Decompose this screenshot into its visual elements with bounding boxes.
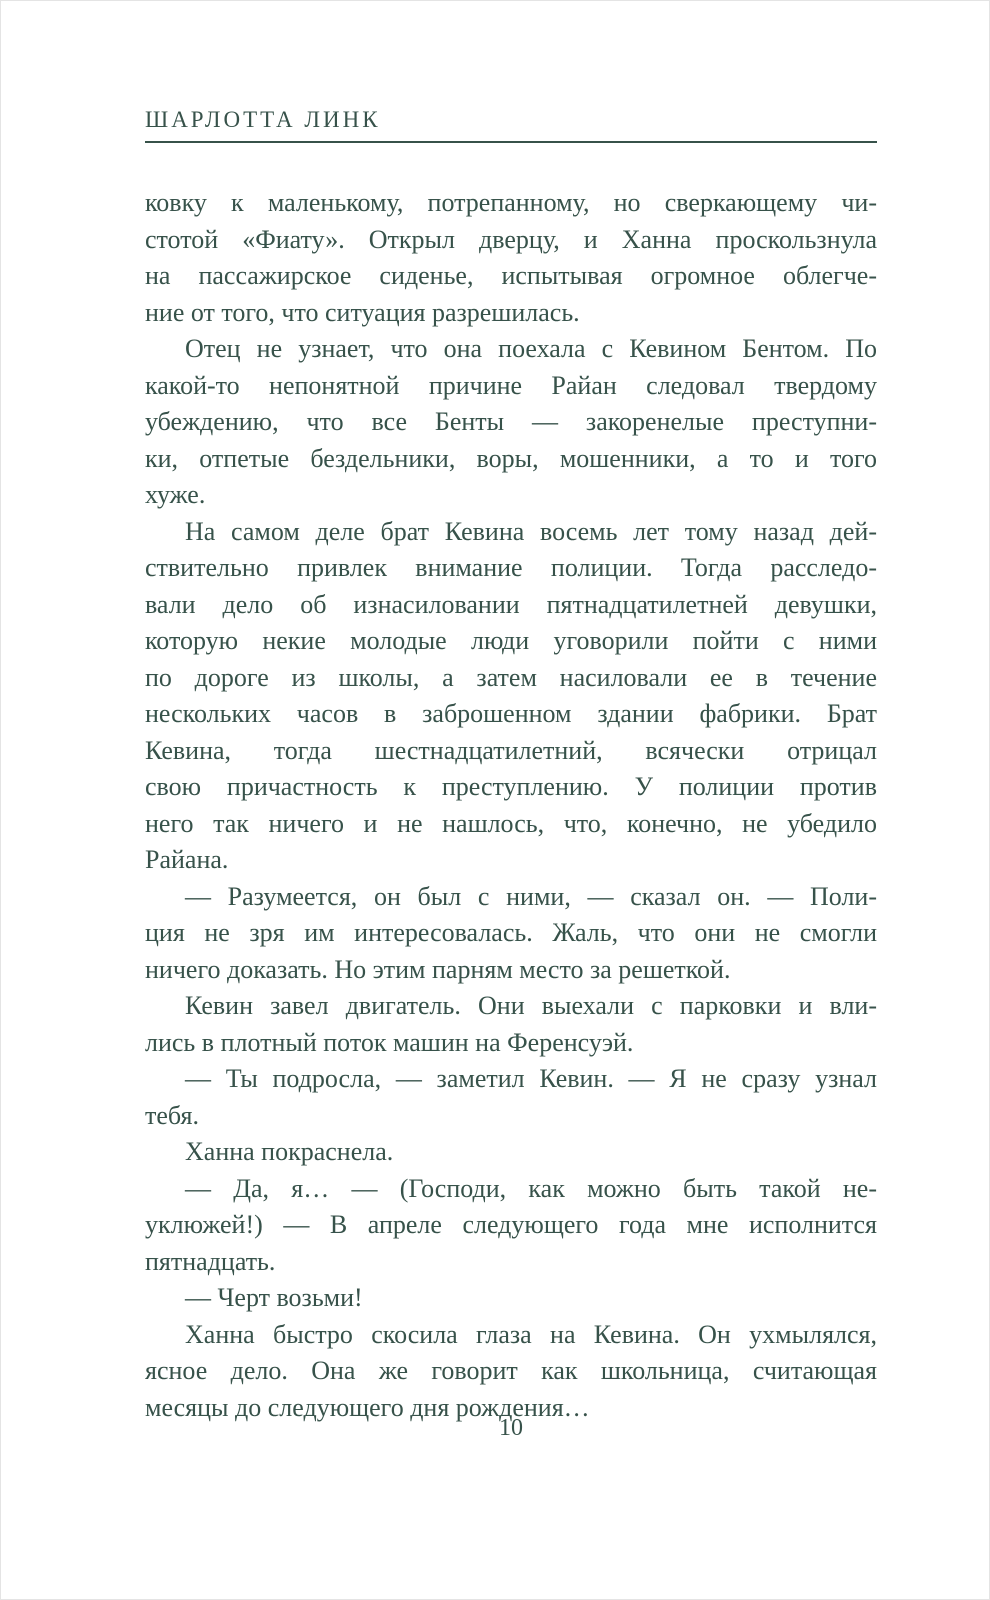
page-content: [145, 0, 877, 1600]
paragraph: [145, 1061, 877, 1134]
text-line: ковку к маленькому, потрепанному, но сверкающему чи-: [145, 188, 877, 217]
text-line: — Черт возьми!: [185, 1283, 363, 1312]
paragraph: [145, 1317, 877, 1427]
text-line: вали дело об изнасиловании пятнадцатилетней девушки,: [145, 589, 877, 619]
text-line: уклюжей!) — В апреле следующего года мне исполнится: [145, 1210, 877, 1239]
text-line: Кевин завел двигатель. Они выехали с парковки и вли-: [185, 991, 877, 1020]
paragraph: [145, 185, 877, 331]
page-footer: [145, 1415, 877, 1442]
paragraph: [145, 879, 877, 989]
paragraph: [145, 331, 877, 514]
text-line: свою причастность к преступлению. У полиции против: [145, 772, 877, 801]
text-line: Ханна покраснела.: [185, 1137, 394, 1166]
text-line: на пассажирское сиденье, испытывая огромное облегче-: [145, 261, 877, 290]
text-line: хуже.: [145, 480, 206, 509]
text-line: которую некие молодые люди уговорили пойти с ними: [145, 626, 877, 655]
text-line: Ханна быстро скосила глаза на Кевина. Он ухмылялся,: [185, 1319, 877, 1349]
page-number: 10: [499, 1415, 523, 1441]
text-line: — Ты подросла, — заметил Кевин. — Я не сразу узнал: [185, 1064, 877, 1093]
text-line: нескольких часов в заброшенном здании фабрики. Брат: [145, 699, 877, 728]
paragraph: [145, 1134, 877, 1171]
author-name: ШАРЛОТТА ЛИНК: [145, 107, 381, 132]
paragraph: [145, 1171, 877, 1281]
text-line: — Разумеется, он был с ними, — сказал он. — Поли-: [185, 881, 877, 911]
text-line: лись в плотный поток машин на Ференсуэй.: [145, 1027, 634, 1057]
text-line: Райана.: [145, 845, 229, 874]
text-line: убеждению, что все Бенты — закоренелые преступни-: [145, 407, 877, 436]
text-line: Кевина, тогда шестнадцатилетний, всячески отрицал: [145, 735, 877, 765]
text-line: пятнадцать.: [145, 1246, 276, 1276]
text-line: ки, отпетые бездельники, воры, мошенники, а то и того: [145, 443, 877, 473]
text-line: него так ничего и не нашлось, что, конечно, не убедило: [145, 808, 877, 838]
text-line: тебя.: [145, 1100, 199, 1130]
text-line: по дороге из школы, а затем насиловали ее в течение: [145, 662, 877, 692]
page-body: [145, 185, 877, 1426]
header-rule: [145, 141, 877, 143]
text-line: стотой «Фиату». Открыл дверцу, и Ханна проскользнула: [145, 224, 877, 254]
paragraph: [145, 514, 877, 879]
text-line: ясное дело. Она же говорит как школьница, считающая: [145, 1356, 877, 1385]
text-line: ствительно привлек внимание полиции. Тогда расследо-: [145, 553, 877, 582]
text-line: На самом деле брат Кевина восемь лет тому назад дей-: [185, 516, 877, 546]
paragraph: [145, 1280, 877, 1317]
text-line: какой-то непонятной причине Райан следовал твердому: [145, 370, 877, 400]
running-header: [145, 0, 877, 143]
text-line: ничего доказать. Но этим парням место за решеткой.: [145, 954, 731, 984]
text-line: Отец не узнает, что она поехала с Кевином Бентом. По: [185, 334, 877, 363]
text-line: ние от того, что ситуация разрешилась.: [145, 297, 580, 327]
paragraph: [145, 988, 877, 1061]
text-line: ция не зря им интересовалась. Жаль, что они не смогли: [145, 918, 877, 947]
text-line: месяцы до следующего дня рождения…: [145, 1392, 590, 1422]
text-line: — Да, я… — (Господи, как можно быть такой не-: [185, 1173, 877, 1203]
